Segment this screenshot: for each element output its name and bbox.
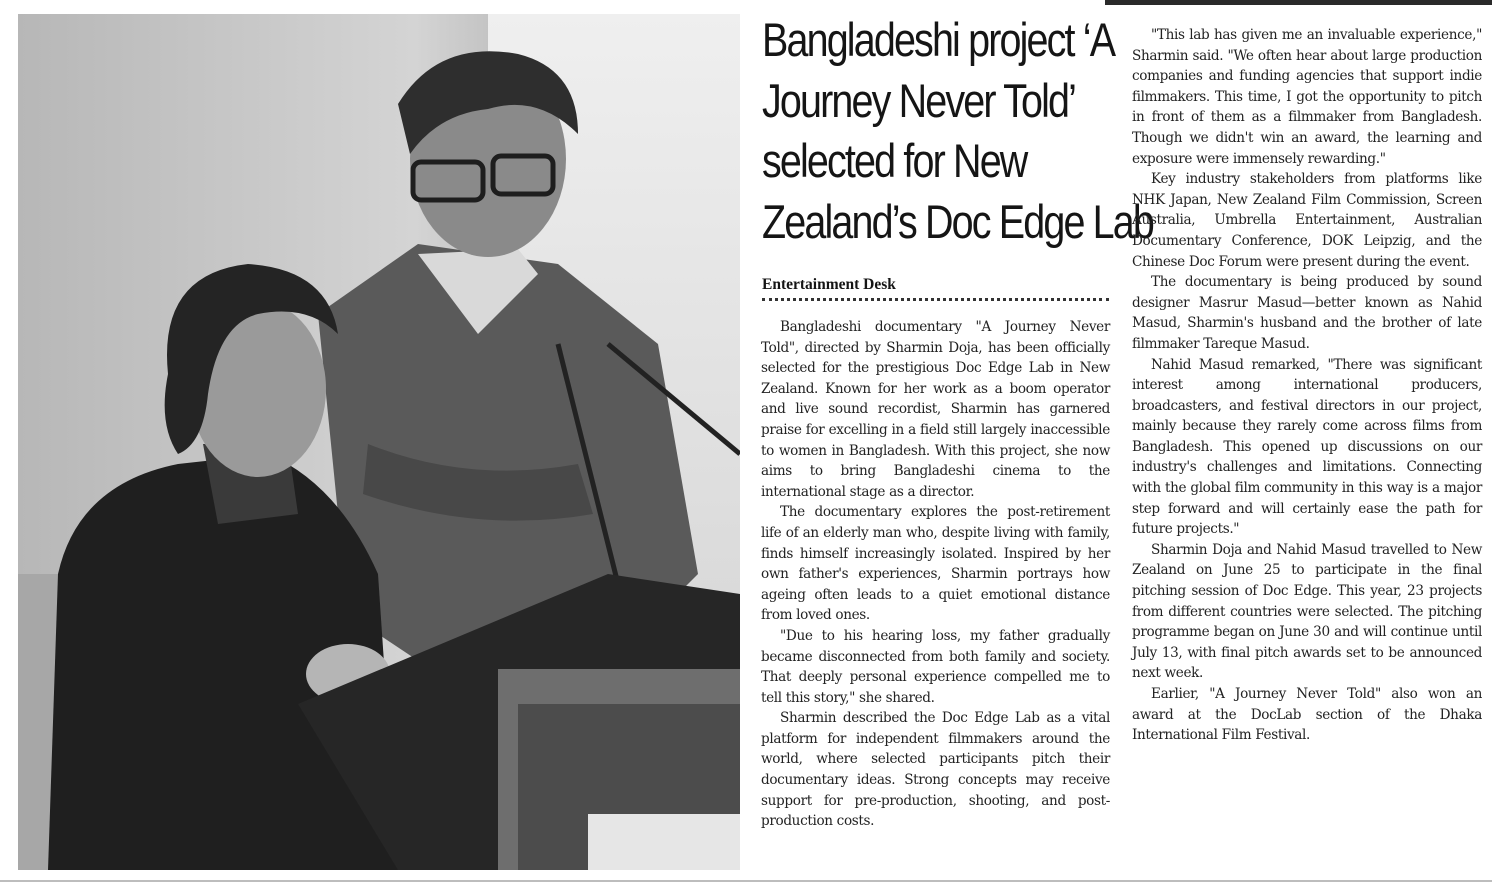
paragraph: "This lab has given me an invaluable experience," Sharmin said. "We often hear about large production companies and funding agencies that support indie filmmakers. This time, I got the opportunity to pitch in front of them as a filmmaker from Bangladesh. Though we didn't win an award, the learning and exposure were immensely rewarding." bbox=[1132, 27, 1482, 167]
headline-line: Zealand’s Doc Edge Lab bbox=[762, 194, 1154, 248]
byline-divider bbox=[762, 298, 1109, 302]
paragraph: Sharmin described the Doc Edge Lab as a vital platform for independent filmmakers around the world, where selected participants pitch their documentary ideas. Strong concepts may receive support for pre-production, shooting, and post-production costs. bbox=[761, 710, 1110, 830]
paragraph: The documentary is being produced by sound designer Masrur Masud—better known as Nahid Masud, Sharmin's husband and the brother of late filmmaker Tareque Masud. bbox=[1132, 274, 1482, 352]
paragraph: Earlier, "A Journey Never Told" also won an award at the DocLab section of the Dhaka International Film Festival. bbox=[1132, 686, 1482, 744]
photo-illustration bbox=[18, 14, 740, 870]
paragraph: Key industry stakeholders from platforms like NHK Japan, New Zealand Film Commission, Screen Australia, Umbrella Entertainment, Australian Documentary Conference, DOK Leipzig, and the Chinese Doc Forum were present during the event. bbox=[1132, 171, 1482, 270]
byline: Entertainment Desk bbox=[762, 276, 896, 293]
top-border-bar bbox=[1105, 0, 1492, 5]
paragraph: Nahid Masud remarked, "There was significant interest among international producers, broadcasters, and festival directors in our project, mainly because they rarely come across films from Bangladesh. This opened up discussions on our industry's challenges and limitations. Connecting with the global film community in this way is a major step forward and will certainly ease the path for future projects." bbox=[1132, 356, 1482, 538]
headline-line: Bangladeshi project ‘A bbox=[762, 13, 1115, 66]
article-column-right bbox=[1132, 25, 1482, 746]
paragraph: "Due to his hearing loss, my father gradually became disconnected from both family and society. That deeply personal experience compelled me to tell this story," she shared. bbox=[761, 627, 1110, 706]
paragraph: Bangladeshi documentary "A Journey Never Told", directed by Sharmin Doja, has been officially selected for the prestigious Doc Edge Lab in New Zealand. Known for her work as a boom operator and live sound recordist, Sharmin has garnered praise for excelling in a field still largely inaccessible to women in Bangladesh. With this project, she now aims to bring Bangladeshi cinema to the international stage as a director. bbox=[761, 319, 1110, 500]
paragraph: The documentary explores the post-retirement life of an elderly man who, despite living with family, finds himself increasingly isolated. Inspired by her own father's experiences, Sharmin portrays how ageing often leads to a quiet emotional distance from loved ones. bbox=[761, 504, 1110, 624]
bottom-rule bbox=[0, 880, 1492, 882]
headline-line: Journey Never Told’ bbox=[762, 73, 1076, 127]
article-photo bbox=[18, 14, 740, 870]
paragraph: Sharmin Doja and Nahid Masud travelled to New Zealand on June 25 to participate in the final pitching session of Doc Edge. This year, 23 projects from different countries were selected. The pitching programme began on June 30 and will continue until July 13, with final pitch awards set to be announced next week. bbox=[1132, 541, 1482, 682]
article-headline bbox=[762, 10, 1154, 252]
headline-line: selected for New bbox=[762, 134, 1027, 187]
article-column-left bbox=[761, 317, 1110, 832]
